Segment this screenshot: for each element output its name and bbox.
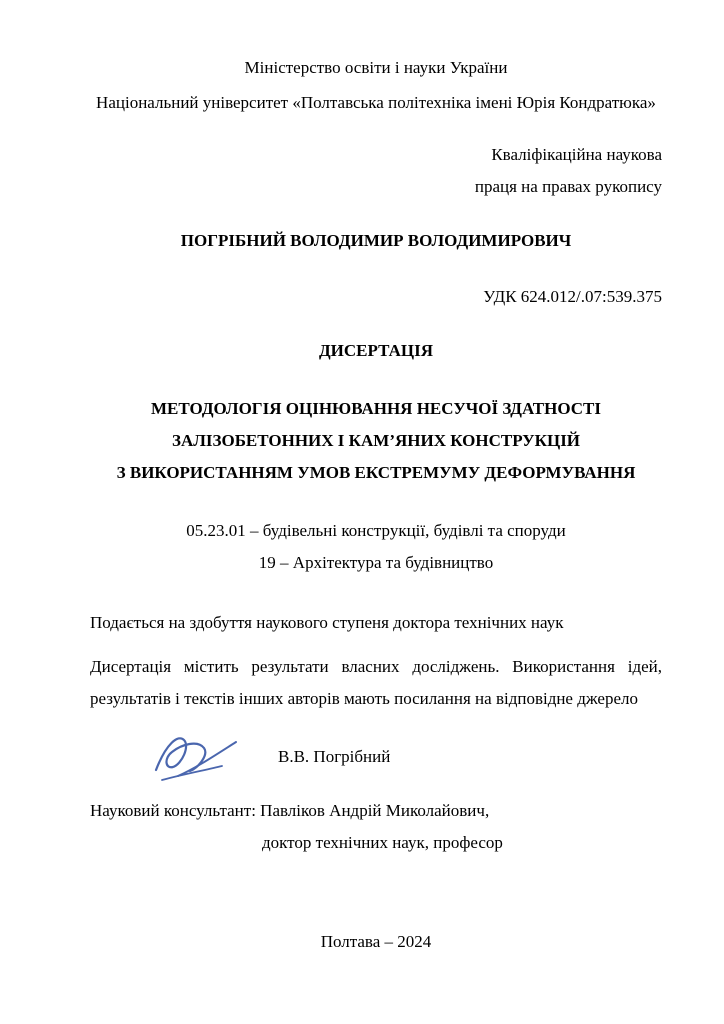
udc-code: УДК 624.012/.07:539.375 (483, 287, 662, 306)
qualification-line-2: праця на правах рукопису (474, 177, 662, 196)
title-line-2: ЗАЛІЗОБЕТОННИХ І КАМ’ЯНИХ КОНСТРУКЦІЙ (171, 431, 581, 450)
handwritten-signature-icon (148, 730, 258, 785)
submission-line: Подається на здобуття наукового ступеня доктора технічних наук (90, 613, 564, 632)
signature-name: В.В. Погрібний (278, 747, 391, 766)
city-year-line: Полтава – 2024 (320, 932, 432, 951)
field-line: 19 – Архітектура та будівництво (258, 553, 494, 572)
specialty-line: 05.23.01 – будівельні конструкції, будівлі та споруди (186, 521, 566, 540)
declaration-paragraph: Дисертація містить результати власних досліджень. Використання ідей, результатів і текстів інших авторів мають посилання на відповідне джерело (90, 657, 662, 708)
specialty-block (90, 515, 662, 579)
consultant-block (90, 795, 662, 859)
dissertation-title (90, 393, 662, 489)
university-line: Національний університет «Полтавська політехніка імені Юрія Кондратюка» (96, 93, 656, 112)
qualification-note (90, 139, 662, 203)
author-name: ПОГРІБНИЙ ВОЛОДИМИР ВОЛОДИМИРОВИЧ (180, 231, 572, 250)
document-type-heading: ДИСЕРТАЦІЯ (318, 341, 433, 360)
consultant-line-1: Науковий консультант: Павліков Андрій Миколайович, (90, 801, 490, 820)
signature-row (90, 729, 662, 785)
title-line-1: МЕТОДОЛОГІЯ ОЦІНЮВАННЯ НЕСУЧОЇ ЗДАТНОСТІ (150, 399, 602, 418)
qualification-line-1: Кваліфікаційна наукова (491, 145, 662, 164)
ministry-line: Міністерство освіти і науки України (244, 58, 508, 77)
consultant-line-2: доктор технічних наук, професор (262, 833, 503, 852)
title-line-3: З ВИКОРИСТАННЯМ УМОВ ЕКСТРЕМУМУ ДЕФОРМУВАННЯ (116, 463, 636, 482)
